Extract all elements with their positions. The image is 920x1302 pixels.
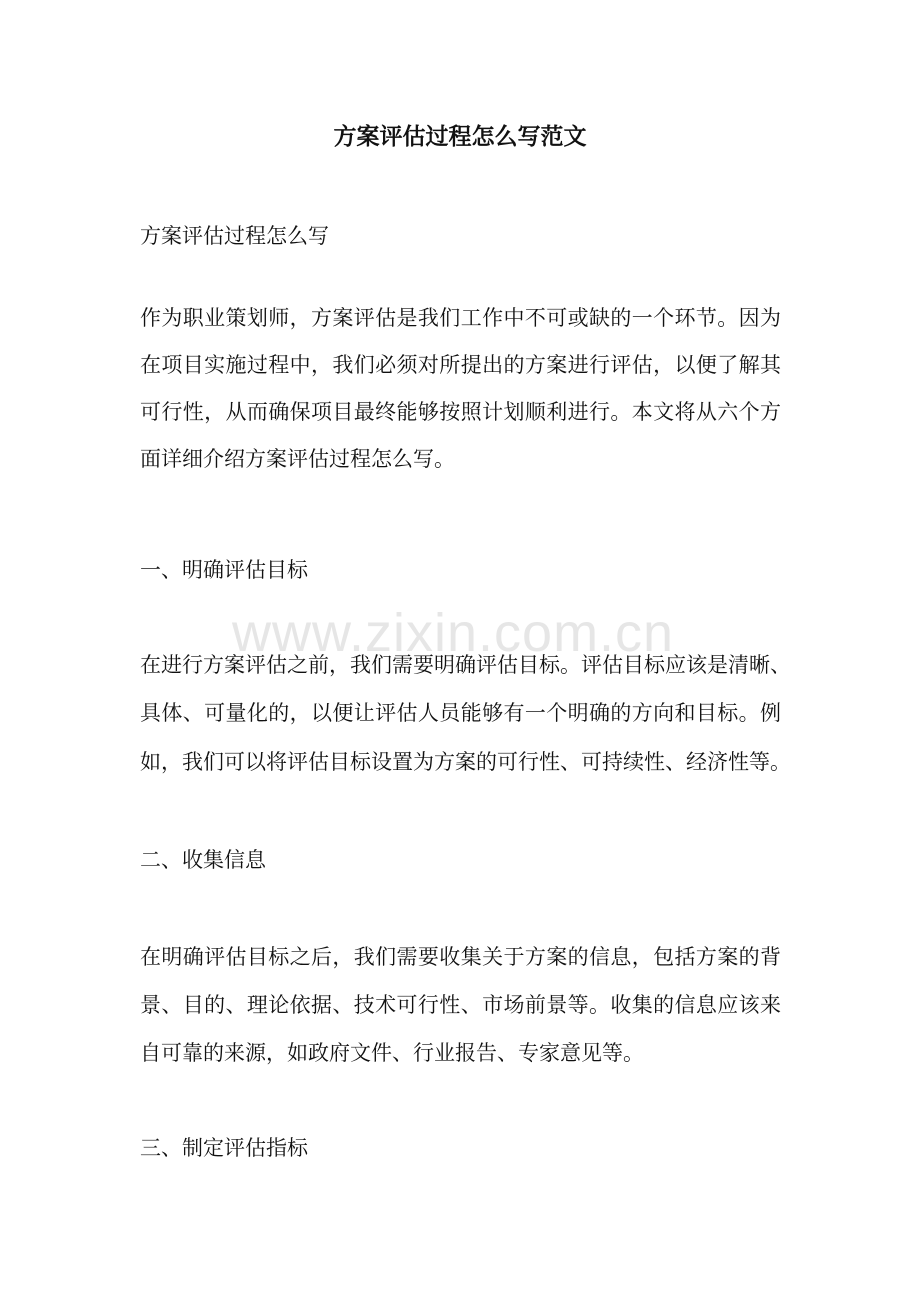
section-heading: 三、制定评估指标: [140, 1136, 308, 1160]
section-heading: 一、明确评估目标: [140, 558, 308, 582]
document-title: 方案评估过程怎么写范文: [333, 123, 587, 150]
paragraph-line: 面详细介绍方案评估过程怎么写。: [140, 447, 455, 471]
paragraph-line: 在进行方案评估之前，我们需要明确评估目标。评估目标应该是清晰、: [140, 653, 791, 677]
paragraph-line: 具体、可量化的，以便让评估人员能够有一个明确的方向和目标。例: [140, 701, 781, 725]
paragraph-line: 作为职业策划师，方案评估是我们工作中不可或缺的一个环节。因为: [140, 306, 781, 330]
paragraph-line: 自可靠的来源，如政府文件、行业报告、专家意见等。: [140, 1041, 644, 1065]
watermark: www.zixin.com.cn: [232, 603, 675, 663]
paragraph-line: 在明确评估目标之后，我们需要收集关于方案的信息，包括方案的背: [140, 945, 781, 969]
section-heading: 二、收集信息: [140, 848, 266, 872]
paragraph-line: 景、目的、理论依据、技术可行性、市场前景等。收集的信息应该来: [140, 993, 781, 1017]
paragraph-line: 在项目实施过程中，我们必须对所提出的方案进行评估，以便了解其: [140, 353, 781, 377]
paragraph-line: 可行性，从而确保项目最终能够按照计划顺利进行。本文将从六个方: [140, 400, 781, 424]
subtitle: 方案评估过程怎么写: [140, 224, 329, 248]
paragraph-line: 如，我们可以将评估目标设置为方案的可行性、可持续性、经济性等。: [140, 750, 791, 774]
